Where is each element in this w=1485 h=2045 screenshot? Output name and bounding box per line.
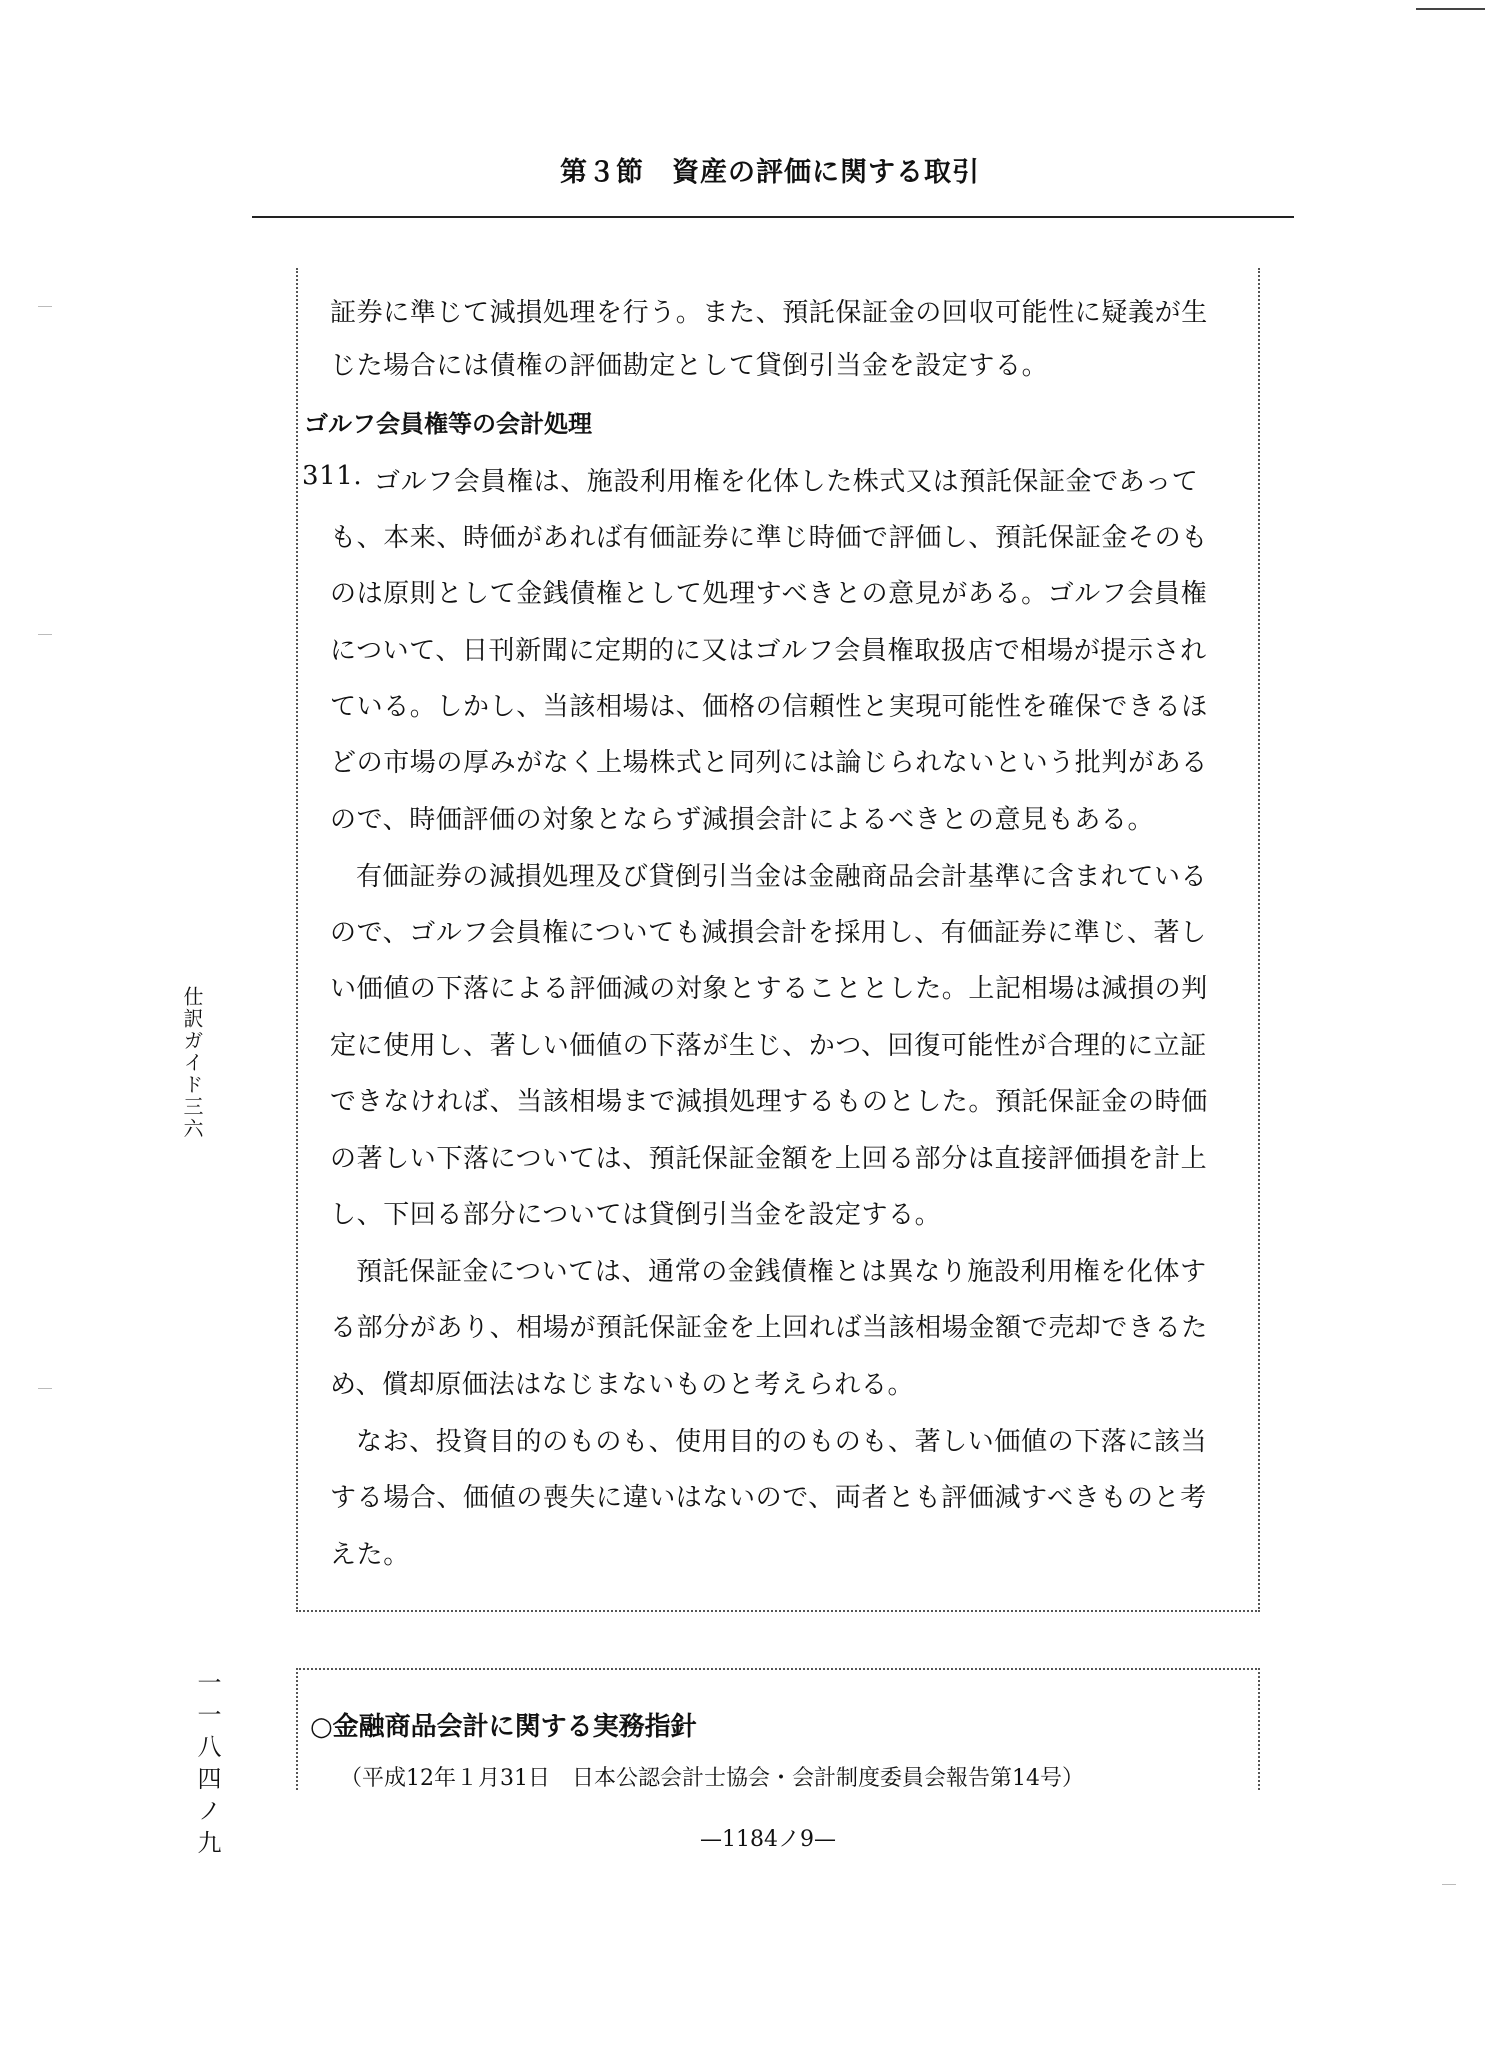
- text-line: し、下回る部分については貸倒引当金を設定する。: [330, 1200, 942, 1230]
- scan-mark: [38, 1388, 52, 1389]
- page-number: —1184ノ9—: [700, 1827, 836, 1852]
- margin-page-kanji: 一一八四ノ九: [193, 1670, 221, 1862]
- text-line: 預託保証金については、通常の金銭債権とは異なり施設利用権を化体す: [356, 1257, 1207, 1287]
- text-line: について、日刊新聞に定期的に又はゴルフ会員権取扱店で相場が提示され: [330, 636, 1207, 666]
- text-line: 証券に準じて減損処理を行う。また、預託保証金の回収可能性に疑義が生: [330, 298, 1208, 328]
- text-line: えた。: [330, 1540, 410, 1570]
- text-line: する場合、価値の喪失に違いはないので、両者とも評価減すべきものと考: [330, 1483, 1207, 1513]
- paragraph-number: 311.: [302, 461, 363, 491]
- text-line: る部分があり、相場が預託保証金を上回れば当該相場金額で売却できるた: [330, 1313, 1208, 1343]
- text-line: ので、ゴルフ会員権についても減損会計を採用し、有価証券に準じ、著し: [330, 918, 1207, 948]
- text-line: できなければ、当該相場まで減損処理するものとした。預託保証金の時価: [330, 1087, 1208, 1117]
- text-line: い価値の下落による評価減の対象とすることとした。上記相場は減損の判: [330, 974, 1208, 1004]
- text-line: どの市場の厚みがなく上場株式と同列には論じられないという批判がある: [330, 748, 1208, 778]
- section-heading: ゴルフ会員権等の会計処理: [304, 410, 592, 438]
- section-header: 第３節 資産の評価に関する取引: [560, 157, 980, 188]
- scan-edge-line: [1416, 8, 1485, 10]
- scan-mark: [38, 634, 52, 635]
- text-line: ので、時価評価の対象とならず減損会計によるべきとの意見もある。: [330, 805, 1155, 835]
- source-heading: ○金融商品会計に関する実務指針: [310, 1712, 697, 1742]
- text-line: も、本来、時価があれば有価証券に準じ時価で評価し、預託保証金そのも: [330, 523, 1208, 553]
- source-citation: （平成12年１月31日 日本公認会計士協会・会計制度委員会報告第14号）: [340, 1766, 1084, 1791]
- text-line: 定に使用し、著しい価値の下落が生じ、かつ、回復可能性が合理的に立証: [330, 1031, 1207, 1061]
- text-line: 有価証券の減損処理及び貸倒引当金は金融商品会計基準に含まれている: [356, 862, 1208, 892]
- text-line: め、償却原価法はなじまないものと考えられる。: [330, 1370, 915, 1400]
- scan-mark: [1442, 1884, 1456, 1885]
- text-line: なお、投資目的のものも、使用目的のものも、著しい価値の下落に該当: [356, 1427, 1208, 1457]
- header-rule: [252, 216, 1294, 218]
- text-line: のは原則として金銭債権として処理すべきとの意見がある。ゴルフ会員権: [330, 579, 1208, 609]
- text-line: ゴルフ会員権は、施設利用権を化体した株式又は預託保証金であって: [374, 467, 1199, 497]
- scan-mark: [38, 306, 52, 307]
- text-line: の著しい下落については、預託保証金額を上回る部分は直接評価損を計上: [330, 1144, 1208, 1174]
- text-line: ている。しかし、当該相場は、価格の信頼性と実現可能性を確保できるほ: [330, 692, 1208, 722]
- text-line: じた場合には債権の評価勘定として貸倒引当金を設定する。: [330, 351, 1049, 381]
- margin-side-label: 仕訳ガイド三六: [180, 986, 204, 1140]
